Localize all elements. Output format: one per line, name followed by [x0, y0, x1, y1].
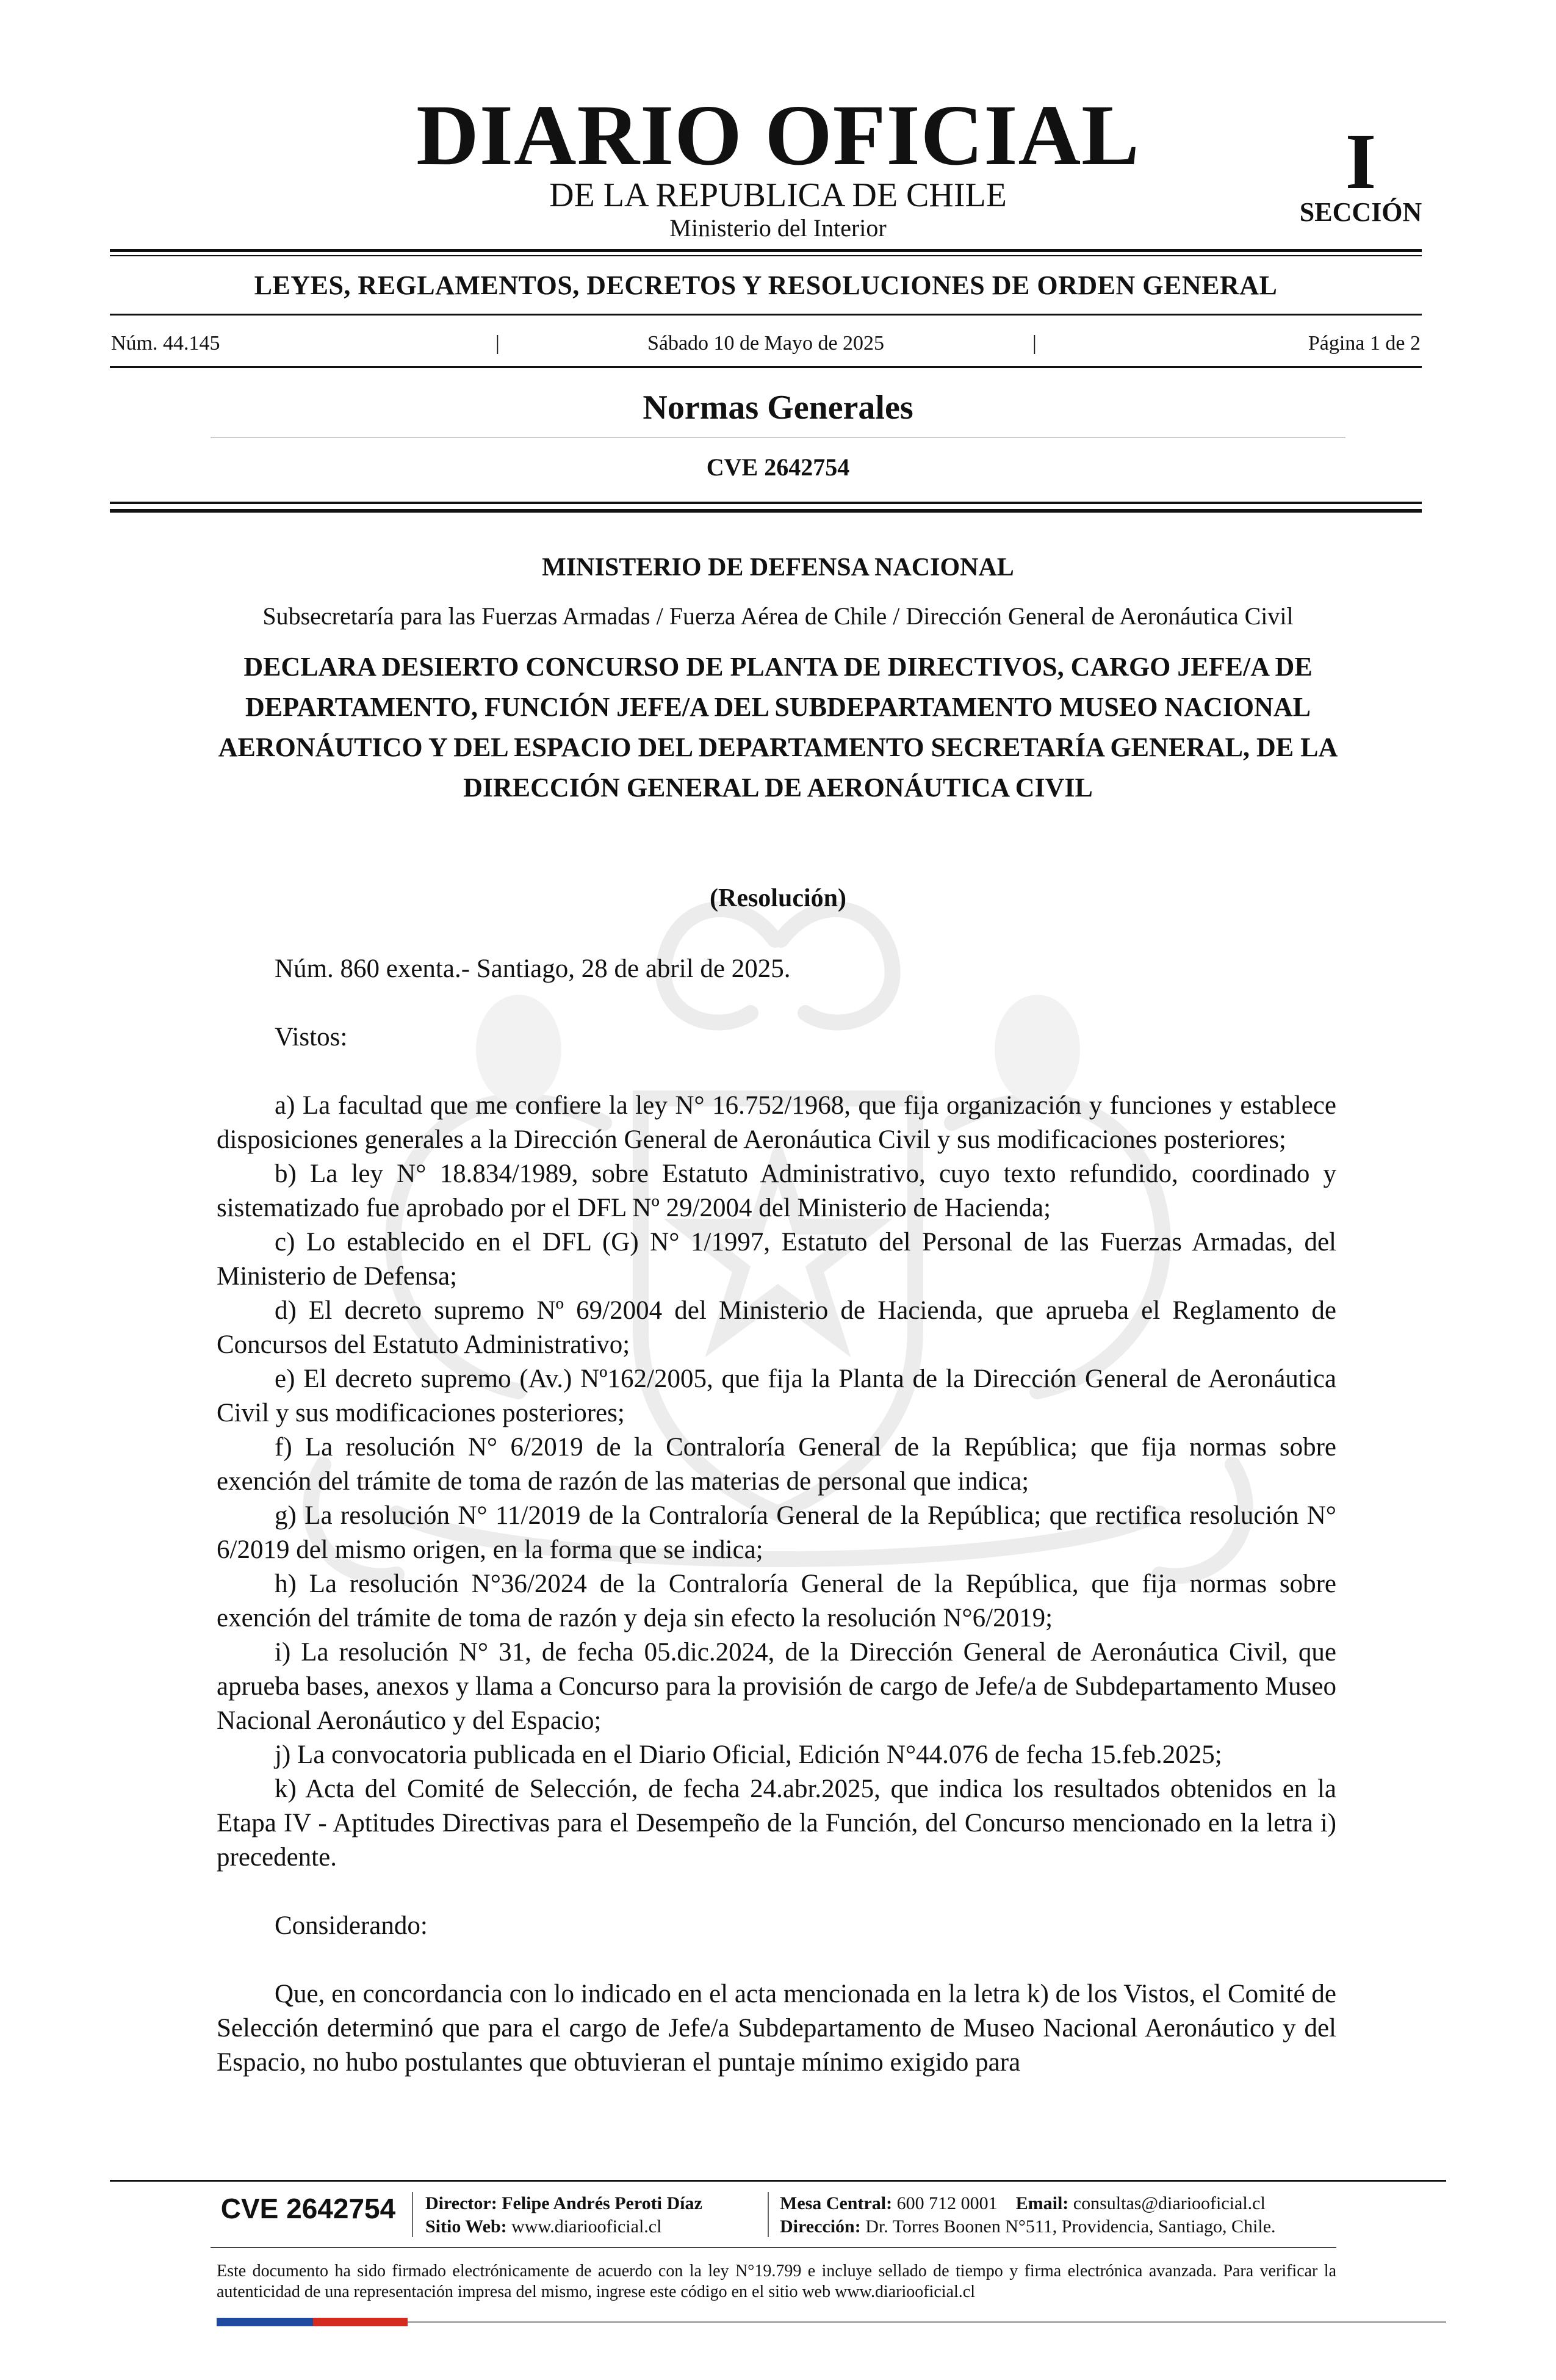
footer-signature-note: Este documento ha sido firmado electrónicamente de acuerdo con la ley N°19.799 e incluye sellado de tiempo y firma electrónica avanzada. Para verificar la autenticidad de una representación impresa del mismo, ingrese este código en el sitio web www.diariooficial.cl: [217, 2262, 1336, 2301]
vistos-item: g) La resolución N° 11/2019 de la Contraloría General de la República; que rectifica resolución N° 6/2019 del mismo origen, en la forma que se indica;: [217, 1501, 1336, 1564]
category-rule: [211, 437, 1345, 438]
vistos-item: h) La resolución N°36/2024 de la Contraloría General de la República, que fija normas sobre exención del trámite de toma de razón y deja sin efecto la resolución N°6/2019;: [217, 1570, 1336, 1632]
masthead-subtitle: DE LA REPUBLICA DE CHILE: [549, 176, 1007, 214]
masthead-ministry: Ministerio del Interior: [669, 214, 887, 242]
mesa-label: Mesa Central:: [780, 2193, 893, 2213]
footer-rule-top: [110, 2180, 1446, 2182]
site-link[interactable]: www.diariooficial.cl: [511, 2216, 662, 2237]
resolution-number-line: Núm. 860 exenta.- Santiago, 28 de abril de 2025.: [275, 954, 791, 983]
vistos-item: f) La resolución N° 6/2019 de la Contraloría General de la República; que fija normas sobre exención del trámite de toma de razón de las materias de personal que indica;: [217, 1433, 1336, 1496]
header-rule-double-1: [110, 502, 1422, 504]
footer-director-block: [425, 2192, 767, 2238]
address-text: Dr. Torres Boonen N°511, Providencia, Santiago, Chile.: [865, 2216, 1276, 2237]
issue-number: Núm. 44.145: [111, 332, 220, 355]
footer-divider: [768, 2192, 769, 2237]
info-rule: [110, 366, 1422, 368]
cve-code: CVE 2642754: [706, 453, 850, 481]
footer-rule-bottom: [408, 2321, 1446, 2323]
header-rule-double-2: [110, 509, 1422, 513]
email-label: Email:: [1015, 2193, 1069, 2213]
page-indicator: Página 1 de 2: [1308, 332, 1421, 355]
address-label: Dirección:: [780, 2216, 861, 2237]
section-label: SECCIÓN: [1299, 197, 1422, 227]
vistos-item: i) La resolución N° 31, de fecha 05.dic.2024, de la Dirección General de Aeronáutica Civil, que aprueba bases, anexos y llama a Concurso para la provisión de cargo de Jefe/a de Subdepartamento Museo Nacional Aeronáutico y del Espacio;: [217, 1638, 1336, 1735]
masthead-rule-top-thin: [110, 255, 1422, 256]
vistos-item: b) La ley N° 18.834/1989, sobre Estatuto Administrativo, cuyo texto refundido, coordinado y sistematizado fue aprobado por el DFL Nº 29/2004 del Ministerio de Hacienda;: [217, 1159, 1336, 1222]
document-title: DECLARA DESIERTO CONCURSO DE PLANTA DE DIRECTIVOS, CARGO JEFE/A DE DEPARTAMENTO, FUNCIÓN JEFE/A DEL SUBDEPARTAMENTO MUSEO NACIONAL AERONÁUTICO Y DEL ESPACIO DEL DEPARTAMENTO SECRETARÍA GENERAL, DE LA DIRECCIÓN GENERAL DE AERONÁUTICA CIVIL: [218, 652, 1338, 802]
footer-divider: [412, 2192, 413, 2237]
separator: |: [1032, 332, 1037, 355]
masthead-rule-top: [110, 249, 1422, 252]
flag-stripe-red: [313, 2318, 408, 2326]
director-label: Director:: [425, 2193, 497, 2213]
issue-info-row: [111, 332, 1421, 362]
issue-date: Sábado 10 de Mayo de 2025: [647, 332, 885, 355]
footer-contact-block: [780, 2192, 1439, 2238]
vistos-item: e) El decreto supremo (Av.) Nº162/2005, que fija la Planta de la Dirección General de Aeronáutica Civil y sus modificaciones posteriores;: [217, 1365, 1336, 1427]
document-subsecretaria: Subsecretaría para las Fuerzas Armadas / Fuerza Aérea de Chile / Dirección General de Aeronáutica Civil: [262, 602, 1294, 630]
section-number: I: [1345, 118, 1377, 206]
considerando-heading: Considerando:: [275, 1911, 428, 1940]
site-label: Sitio Web:: [425, 2216, 507, 2237]
vistos-heading: Vistos:: [275, 1023, 348, 1051]
email-link[interactable]: consultas@diariooficial.cl: [1073, 2193, 1266, 2213]
vistos-item: c) Lo establecido en el DFL (G) N° 1/1997, Estatuto del Personal de las Fuerzas Armadas, del Ministerio de Defensa;: [217, 1228, 1336, 1291]
vistos-item: d) El decreto supremo Nº 69/2004 del Ministerio de Hacienda, que aprueba el Reglamento de Concursos del Estatuto Administrativo;: [217, 1296, 1336, 1359]
banner-title: LEYES, REGLAMENTOS, DECRETOS Y RESOLUCIONES DE ORDEN GENERAL: [254, 270, 1278, 300]
banner-rule: [110, 314, 1422, 316]
vistos-item: k) Acta del Comité de Selección, de fecha 24.abr.2025, que indica los resultados obtenidos en la Etapa IV - Aptitudes Directivas para el Desempeño de la Función, del Concurso mencionado en la letra i) precedente.: [217, 1775, 1336, 1872]
vistos-item: a) La facultad que me confiere la ley N° 16.752/1968, que fija organización y funciones y establece disposiciones generales a la Dirección General de Aeronáutica Civil y sus modificaciones posteriores;: [217, 1091, 1336, 1154]
category-title: Normas Generales: [643, 389, 913, 427]
footer-cve-code: CVE 2642754: [220, 2193, 396, 2224]
director-name: Felipe Andrés Peroti Díaz: [502, 2193, 702, 2213]
document-ministry: MINISTERIO DE DEFENSA NACIONAL: [542, 554, 1014, 582]
vistos-item: j) La convocatoria publicada en el Diario Oficial, Edición N°44.076 de fecha 15.feb.2025;: [275, 1740, 1222, 1769]
footer-rule-middle: [211, 2247, 1336, 2248]
flag-stripe-blue: [217, 2318, 313, 2326]
document-type: (Resolución): [710, 884, 846, 912]
considerando-paragraph: Que, en concordancia con lo indicado en el acta mencionada en la letra k) de los Vistos, el Comité de Selección determinó que para el cargo de Jefe/a Subdepartamento de Museo Nacional Aeronáutico y del Espacio, no hubo postulantes que obtuvieran el puntaje mínimo exigido para: [217, 1980, 1336, 2077]
separator: |: [495, 332, 500, 355]
masthead-title: DIARIO OFICIAL: [416, 87, 1140, 183]
mesa-phone: 600 712 0001: [896, 2193, 998, 2213]
document-body: [217, 952, 1336, 2080]
